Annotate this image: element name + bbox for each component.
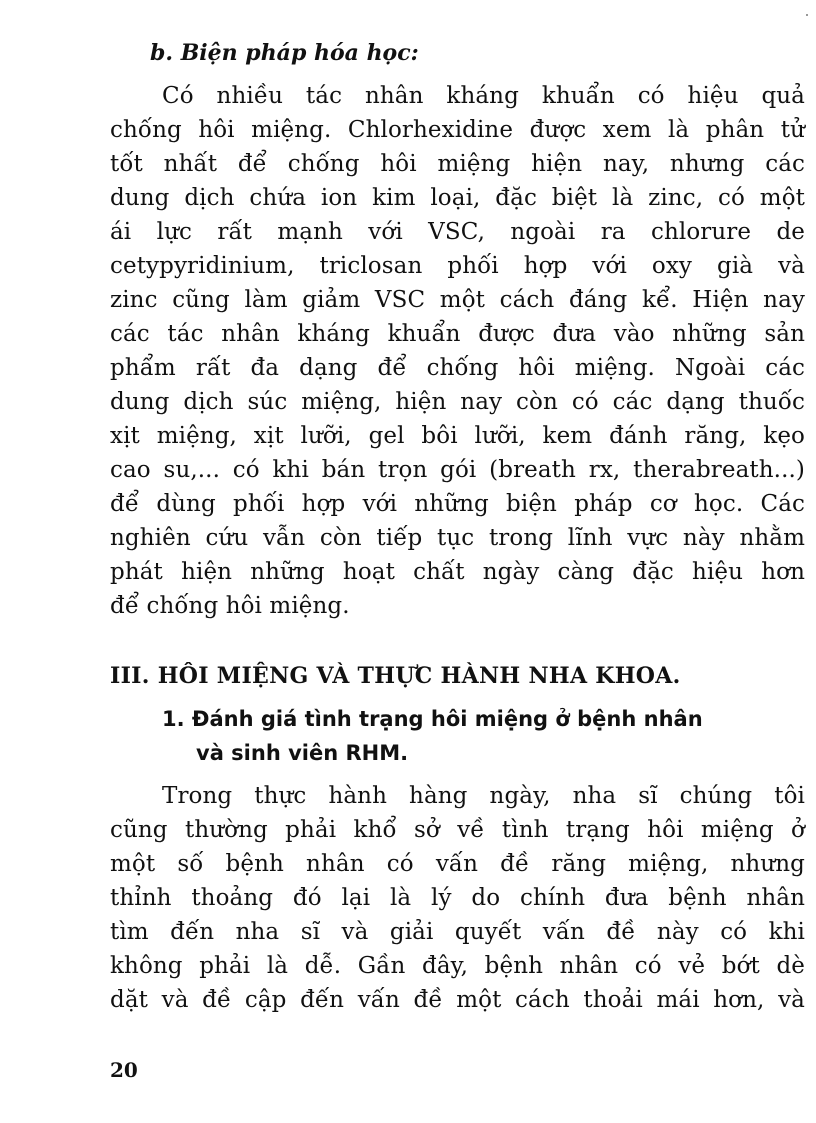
paragraph-line: tìm đến nha sĩ và giải quyết vấn đề này có khi (110, 919, 805, 945)
paragraph-line: dung dịch chứa ion kim loại, đặc biệt là zinc, có một (110, 185, 805, 211)
paragraph-line: cao su,... có khi bán trọn gói (breath rx, therabreath...) (110, 457, 805, 483)
paragraph-line: Trong thực hành hàng ngày, nha sĩ chúng tôi (162, 783, 805, 809)
paragraph-line: để chống hôi miệng. (110, 593, 350, 619)
sub-section-heading-line: và sinh viên RHM. (196, 741, 409, 765)
paragraph-line: nghiên cứu vẫn còn tiếp tục trong lĩnh vực này nhằm (110, 525, 805, 551)
paragraph-line: Có nhiều tác nhân kháng khuẩn có hiệu quả (162, 83, 805, 109)
paragraph-line: để dùng phối hợp với những biện pháp cơ học. Các (110, 491, 805, 517)
paragraph-line: dung dịch súc miệng, hiện nay còn có các dạng thuốc (110, 389, 805, 415)
paragraph-line: thỉnh thoảng đó lại là lý do chính đưa bệnh nhân (110, 885, 805, 911)
paragraph-line: zinc cũng làm giảm VSC một cách đáng kể. Hiện nay (110, 287, 805, 313)
paragraph-line: dặt và đề cập đến vấn đề một cách thoải mái hơn, và (110, 987, 805, 1013)
paragraph-line: các tác nhân kháng khuẩn được đưa vào những sản (110, 321, 805, 347)
paragraph-line: phát hiện những hoạt chất ngày càng đặc hiệu hơn (110, 559, 805, 585)
paragraph-line: cetypyridinium, triclosan phối hợp với oxy già và (110, 253, 805, 279)
sub-section-heading-line: 1. Đánh giá tình trạng hôi miệng ở bệnh nhân (162, 707, 703, 731)
paragraph-line: tốt nhất để chống hôi miệng hiện nay, nhưng các (110, 151, 805, 177)
paragraph-line: phẩm rất đa dạng để chống hôi miệng. Ngoài các (110, 355, 805, 381)
paragraph-line: không phải là dễ. Gần đây, bệnh nhân có vẻ bớt dè (110, 953, 805, 979)
scan-speck (806, 14, 808, 16)
paragraph-line: một số bệnh nhân có vấn đề răng miệng, nhưng (110, 851, 805, 877)
paragraph-line: ái lực rất mạnh với VSC, ngoài ra chlorure de (110, 219, 805, 245)
page-number: 20 (110, 1058, 138, 1082)
section-heading: III. HÔI MIỆNG VÀ THỰC HÀNH NHA KHOA. (110, 663, 681, 689)
subheading-chemical-measures: b. Biện pháp hóa học: (150, 40, 419, 66)
paragraph-line: xịt miệng, xịt lưỡi, gel bôi lưỡi, kem đánh răng, kẹo (110, 423, 805, 449)
paragraph-line: cũng thường phải khổ sở về tình trạng hôi miệng ở (110, 817, 805, 843)
paragraph-line: chống hôi miệng. Chlorhexidine được xem là phân tử (110, 117, 805, 143)
